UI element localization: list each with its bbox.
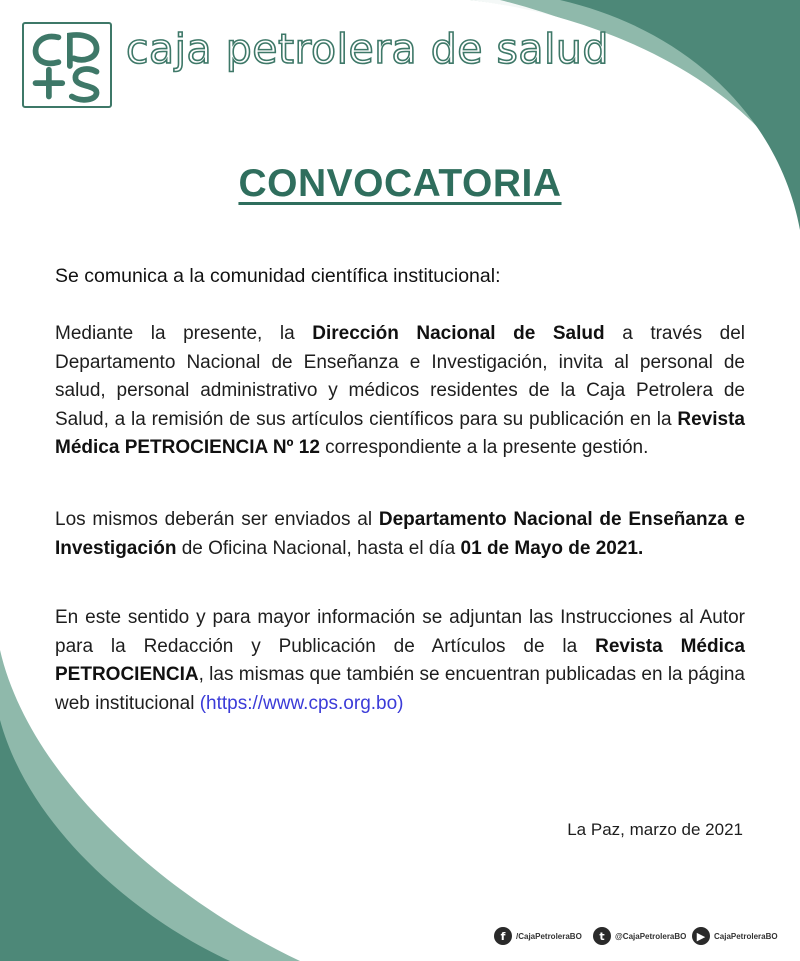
date-line: La Paz, marzo de 2021 <box>567 820 743 839</box>
youtube-handle: CajaPetroleraBO <box>714 931 778 941</box>
p1-bold-b: Dirección Nacional de Salud <box>312 323 605 344</box>
p2-bold-d: 01 de Mayo de 2021. <box>460 537 644 559</box>
social-twitter[interactable] <box>593 927 686 945</box>
intro-text: Se comunica a la comunidad científica institucional: <box>55 265 501 287</box>
p1-bold-d: Revista Médica PETROCIENCIA Nº 12 <box>55 408 745 459</box>
p1-text-e: correspondiente a la presente gestión. <box>319 437 649 459</box>
p1-text-a: Mediante la presente, la <box>55 323 313 344</box>
cps-logo-icon <box>24 24 110 106</box>
p3-text-c: , las mismas que también se encuentran publicadas en la página web institucional <box>55 664 745 714</box>
title-text: CONVOCATORIA <box>238 162 562 205</box>
p2-bold-b: Departamento Nacional de Enseñanza e Investigación <box>55 509 746 559</box>
twitter-icon: t <box>593 927 611 945</box>
brand-name: caja petrolera de salud <box>126 25 609 73</box>
p1-text-c: a través del Departamento Nacional de Enseñanza e Investigación, invita al personal de salud, personal administrativo y médicos residentes de la Caja Petrolera de Salud, a la remisión de sus artículos científicos para su publicación en la <box>55 323 745 430</box>
p2-text-c: de Oficina Nacional, hasta el día <box>176 537 461 559</box>
social-facebook[interactable] <box>494 927 582 945</box>
p3-text-a: En este sentido y para mayor información se adjuntan las Instrucciones al Autor para la Redacción y Publicación de Artículos de la <box>55 607 745 657</box>
facebook-icon: f <box>494 927 512 945</box>
p2-text-a: Los mismos deberán ser enviados al <box>55 509 379 530</box>
page-title <box>0 162 800 206</box>
facebook-handle: /CajaPetroleraBO <box>516 931 582 941</box>
paragraph-2 <box>55 506 745 563</box>
youtube-icon: ▶ <box>692 927 710 945</box>
paragraph-3 <box>55 604 745 718</box>
logo <box>22 22 112 108</box>
twitter-handle: @CajaPetroleraBO <box>615 931 687 941</box>
paragraph-1 <box>55 320 745 463</box>
website-link[interactable]: (https://www.cps.org.bo) <box>199 692 404 714</box>
social-youtube[interactable] <box>692 927 778 945</box>
p3-bold-b: Revista Médica PETROCIENCIA <box>55 635 745 686</box>
